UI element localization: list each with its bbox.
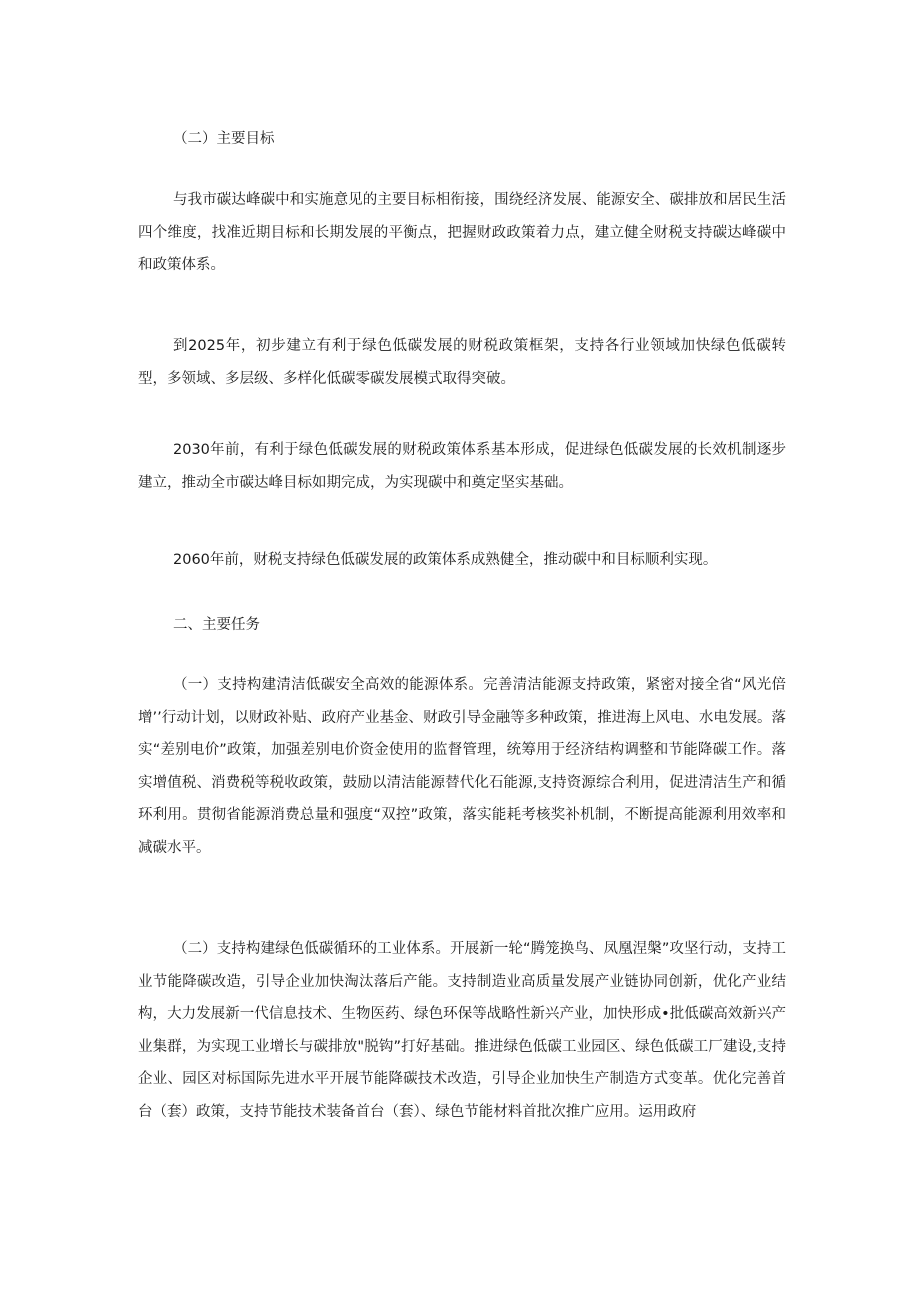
paragraph-goals-intro: 与我市碳达峰碳中和实施意见的主要目标相衔接，围绕经济发展、能源安全、碳排放和居民生活四个维度，找准近期目标和长期发展的平衡点，把握财政政策着力点，建立健全财税支持碳达峰碳中和政策体系。 [138,192,786,274]
paragraph-task-energy-system: （一）支持构建清洁低碳安全高效的能源体系。完善清洁能源支持政策，紧密对接全省“风光倍增’’行动计划，以财政补贴、政府产业基金、财政引导金融等多种政策，推进海上风电、水电发展。落实“差别电价”政策，加强差别电价资金使用的监督管理，统筹用于经济结构调整和节能降碳工作。落实增值税、消费税等税收政策，鼓励以清洁能源替代化石能源,支持资源综合利用，促进清洁生产和循环利用。贯彻省能源消费总量和强度“双控”政策，落实能耗考核奖补机制，不断提高能源利用效率和减碳水平。 [138,677,786,856]
section-heading-main-goals: （二）主要目标 [173,131,275,147]
paragraph-task-industrial-system: （二）支持构建绿色低碳循环的工业体系。开展新一轮“腾笼换鸟、凤凰涅槃”攻坚行动，支持工业节能降碳改造，引导企业加快淘汰落后产能。支持制造业高质量发展产业链协同创新，优化产业结构，大力发展新一代信息技术、生物医药、绿色环保等战略性新兴产业，加快形成•批低碳高效新兴产业集群，为实现工业增长与碳排放"脱钩”打好基础。推进绿色低碳工业园区、绿色低碳工厂建设,支持企业、园区对标国际先进水平开展节能降碳技术改造，引导企业加快生产制造方式变革。优化完善首台（套）政策，支持节能技术装备首台（套）、绿色节能材料首批次推广应用。运用政府 [138,941,786,1120]
paragraph-goal-2030: 2030年前，有利于绿色低碳发展的财税政策体系基本形成，促进绿色低碳发展的长效机制逐步建立，推动全市碳达峰目标如期完成，为实现碳中和奠定坚实基础。 [138,442,786,491]
paragraph-goal-2060: 2060年前，财税支持绿色低碳发展的政策体系成熟健全，推动碳中和目标顺利实现。 [173,552,718,568]
paragraph-goal-2025: 到2025年，初步建立有利于绿色低碳发展的财税政策框架，支持各行业领域加快绿色低碳转型，多领域、多层级、多样化低碳零碳发展模式取得突破。 [138,338,786,387]
section-heading-main-tasks: 二、主要任务 [173,617,260,633]
